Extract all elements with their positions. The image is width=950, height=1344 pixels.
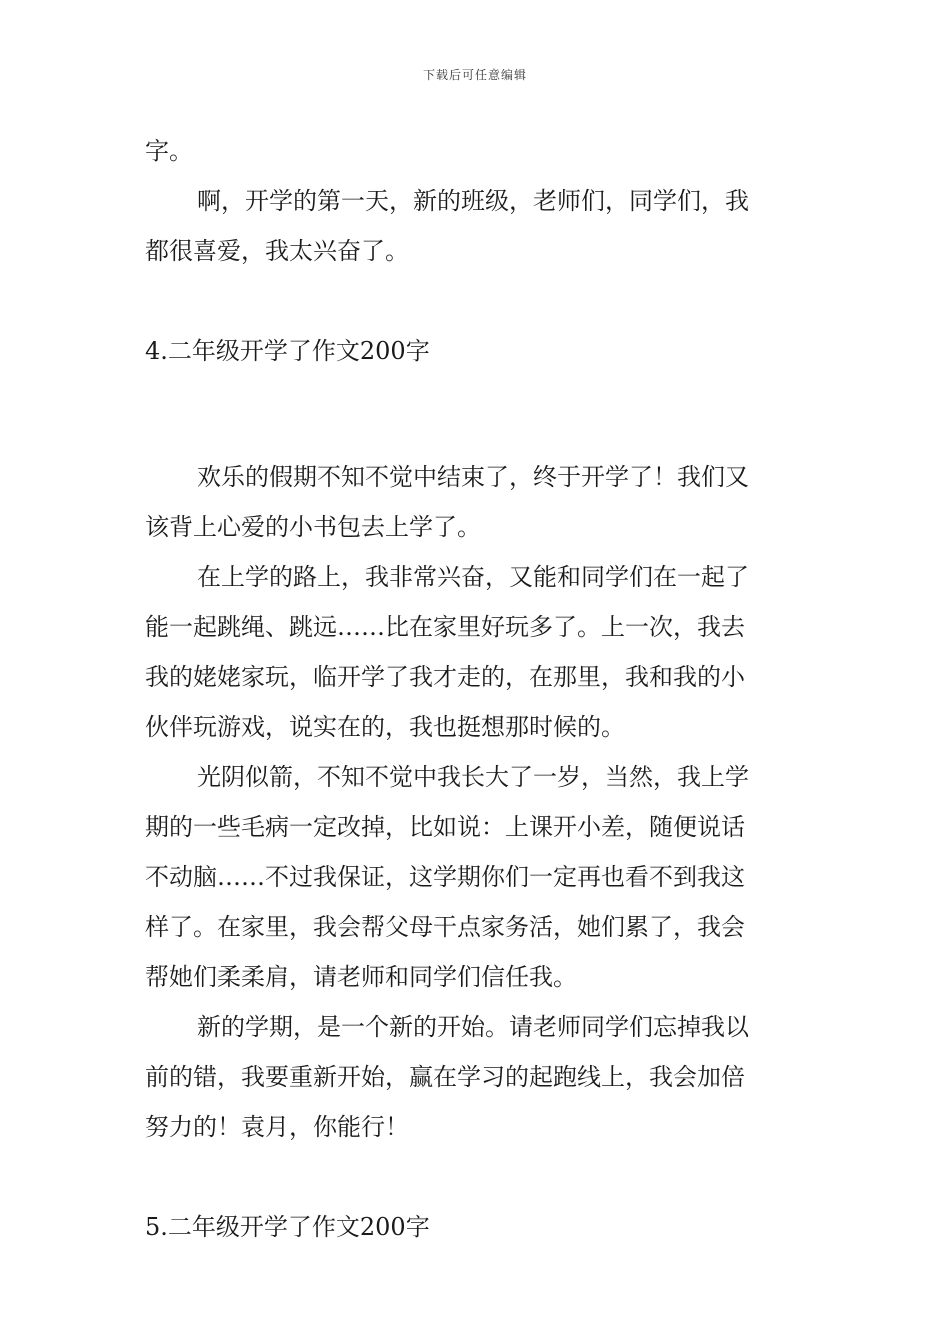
section-gap (145, 1152, 805, 1202)
text-line: 欢乐的假期不知不觉中结束了，终于开学了！我们又 (197, 463, 749, 491)
text-line: 期的一些毛病一定改掉，比如说：上课开小差，随便说话 (145, 813, 745, 841)
text-line: 我的姥姥家玩，临开学了我才走的，在那里，我和我的小 (145, 663, 745, 691)
paragraph-tail (145, 126, 805, 176)
document-body (145, 126, 805, 1252)
section-gap (145, 376, 805, 452)
paragraph (145, 176, 805, 276)
text-line: 能一起跳绳、跳远……比在家里好玩多了。上一次，我去 (145, 613, 745, 641)
text-line: 啊，开学的第一天，新的班级，老师们，同学们，我 (197, 187, 749, 215)
text-line: 都很喜爱，我太兴奋了。 (145, 237, 409, 265)
text-line: 努力的！袁月，你能行！ (145, 1113, 409, 1141)
section-heading-4: 4.二年级开学了作文200字 (145, 337, 430, 365)
page-header: 下载后可任意编辑 (422, 68, 527, 82)
section-gap (145, 276, 805, 326)
text-line: 新的学期，是一个新的开始。请老师同学们忘掉我以 (197, 1013, 749, 1041)
text-line: 前的错，我要重新开始，赢在学习的起跑线上，我会加倍 (145, 1063, 745, 1091)
paragraph (145, 452, 805, 552)
text-line: 在上学的路上，我非常兴奋，又能和同学们在一起了 (197, 563, 749, 591)
text-line: 帮她们柔柔肩，请老师和同学们信任我。 (145, 963, 577, 991)
paragraph (145, 1002, 805, 1152)
paragraph (145, 552, 805, 752)
text-line: 不动脑……不过我保证，这学期你们一定再也看不到我这 (145, 863, 745, 891)
text-line: 伙伴玩游戏，说实在的，我也挺想那时候的。 (145, 713, 625, 741)
text-line: 样了。在家里，我会帮父母干点家务活，她们累了，我会 (145, 913, 745, 941)
text-line: 光阴似箭，不知不觉中我长大了一岁，当然，我上学 (197, 763, 749, 791)
text-line: 字。 (145, 137, 193, 165)
text-line: 该背上心爱的小书包去上学了。 (145, 513, 481, 541)
section-heading-5: 5.二年级开学了作文200字 (145, 1213, 430, 1241)
paragraph (145, 752, 805, 1002)
